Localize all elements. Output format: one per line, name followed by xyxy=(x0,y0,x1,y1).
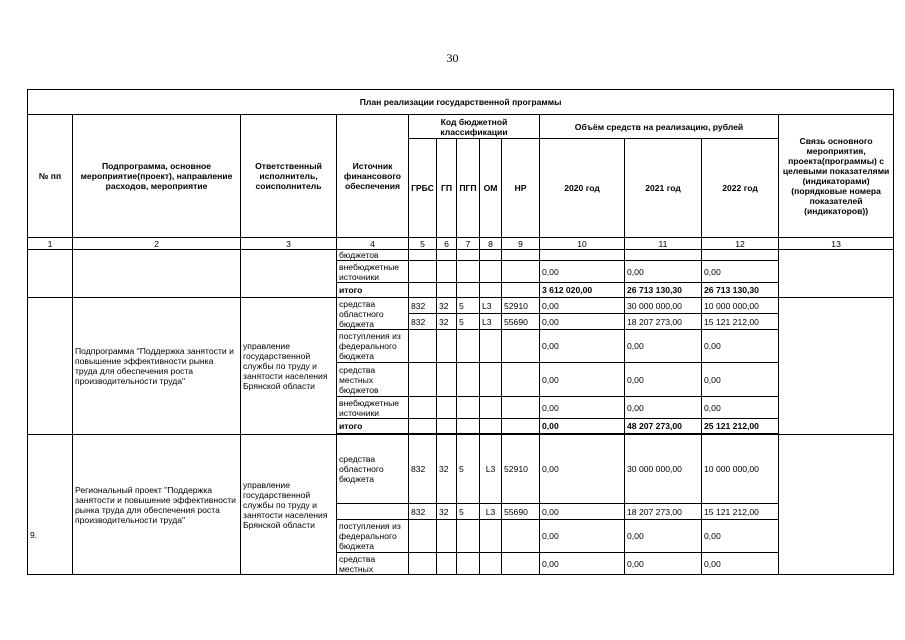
value-2022: 10 000 000,00 xyxy=(702,298,779,314)
header-pgp: ПГП xyxy=(457,139,480,238)
cell-executor xyxy=(241,250,337,298)
pgp-cell: 5 xyxy=(457,314,480,330)
source-cell: поступления из федерального бюджета xyxy=(337,330,409,363)
col-number: 7 xyxy=(457,238,480,250)
col-number: 13 xyxy=(779,238,894,250)
value-2022: 0,00 xyxy=(702,397,779,419)
table-row xyxy=(28,250,894,261)
source-cell: бюджетов xyxy=(337,250,409,261)
source-cell xyxy=(337,504,409,520)
gp-cell: 32 xyxy=(437,504,457,520)
col-number: 10 xyxy=(540,238,625,250)
header-budget-code: Код бюджетной классификации xyxy=(409,115,540,139)
value-2021: 0,00 xyxy=(625,330,702,363)
cell-link xyxy=(779,298,894,435)
value-2022: 15 121 212,00 xyxy=(702,314,779,330)
page-number: 30 xyxy=(446,51,459,65)
implementation-plan-table xyxy=(27,89,894,575)
gp-cell: 32 xyxy=(437,298,457,314)
value-2022: 0,00 xyxy=(702,553,779,575)
value-2021: 0,00 xyxy=(625,261,702,283)
header-executor: Ответственный исполнитель, соисполнитель xyxy=(241,115,337,238)
value-2020: 0,00 xyxy=(540,298,625,314)
executor-cell: управление государственной службы по труду и занятости населения Брянской области xyxy=(241,298,337,435)
source-cell: средства областного бюджета xyxy=(337,435,409,504)
col-number: 2 xyxy=(73,238,241,250)
col-number: 5 xyxy=(409,238,437,250)
value-2020: 0,00 xyxy=(540,520,625,553)
value-2020: 0,00 xyxy=(540,553,625,575)
value-2021: 18 207 273,00 xyxy=(625,504,702,520)
om-cell: L3 xyxy=(480,298,502,314)
col-number: 11 xyxy=(625,238,702,250)
nr-cell: 55690 xyxy=(502,504,540,520)
total-2020: 0,00 xyxy=(540,419,625,434)
header-grbs: ГРБС xyxy=(409,139,437,238)
header-2021: 2021 год xyxy=(625,139,702,238)
total-2020: 3 612 020,00 xyxy=(540,283,625,298)
cell-name xyxy=(73,250,241,298)
value-2020: 0,00 xyxy=(540,363,625,397)
value-2020: 0,00 xyxy=(540,504,625,520)
value-2021: 18 207 273,00 xyxy=(625,314,702,330)
grbs-cell: 832 xyxy=(409,504,437,520)
source-cell: средства местных бюджетов xyxy=(337,363,409,397)
value-2020: 0,00 xyxy=(540,435,625,504)
source-cell: внебюджетные источники xyxy=(337,261,409,283)
header-link: Связь основного мероприятия, проекта(программы) с целевыми показателями (индикаторами) (порядковые номера показателей (индикаторов)) xyxy=(779,115,894,238)
grbs-cell: 832 xyxy=(409,314,437,330)
subprogram-name: Подпрограмма "Поддержка занятости и повышение эффективности рынка труда для обеспечения роста производительности труда" xyxy=(73,298,241,435)
title-row xyxy=(28,90,894,115)
grbs-cell: 832 xyxy=(409,435,437,504)
nr-cell: 52910 xyxy=(502,298,540,314)
pgp-cell: 5 xyxy=(457,504,480,520)
source-cell: средства областного бюджета xyxy=(337,298,409,330)
om-cell: L3 xyxy=(480,435,502,504)
col-number: 8 xyxy=(480,238,502,250)
total-2021: 48 207 273,00 xyxy=(625,419,702,434)
gp-cell: 32 xyxy=(437,435,457,504)
value-2022: 15 121 212,00 xyxy=(702,504,779,520)
gp-cell: 32 xyxy=(437,314,457,330)
header-om: ОМ xyxy=(480,139,502,238)
row-number: 9. xyxy=(28,435,73,575)
value-2022: 10 000 000,00 xyxy=(702,435,779,504)
grbs-cell: 832 xyxy=(409,298,437,314)
value-2020: 0,00 xyxy=(540,330,625,363)
source-total: итого xyxy=(337,419,409,434)
header-2020: 2020 год xyxy=(540,139,625,238)
value-2022: 0,00 xyxy=(702,363,779,397)
header-gp: ГП xyxy=(437,139,457,238)
table-row xyxy=(28,435,894,504)
header-funds: Объём средств на реализацию, рублей xyxy=(540,115,779,139)
value-2022: 0,00 xyxy=(702,330,779,363)
value-2020: 0,00 xyxy=(540,261,625,283)
cell-num xyxy=(28,298,73,435)
table-row xyxy=(28,298,894,314)
value-2022: 0,00 xyxy=(702,520,779,553)
pgp-cell: 5 xyxy=(457,298,480,314)
cell-link xyxy=(779,435,894,575)
cell-link xyxy=(779,250,894,298)
value-2021: 0,00 xyxy=(625,553,702,575)
executor-cell: управление государственной службы по труду и занятости населения Брянской области xyxy=(241,435,337,575)
header-num: № пп xyxy=(28,115,73,238)
total-2021: 26 713 130,30 xyxy=(625,283,702,298)
nr-cell: 55690 xyxy=(502,314,540,330)
header-subprogram: Подпрограмма, основное мероприятие(проект), направление расходов, мероприятие xyxy=(73,115,241,238)
pgp-cell: 5 xyxy=(457,435,480,504)
value-2021: 0,00 xyxy=(625,397,702,419)
total-2022: 25 121 212,00 xyxy=(702,419,779,434)
value-2020: 0,00 xyxy=(540,397,625,419)
header-source: Источник финансового обеспечения xyxy=(337,115,409,238)
value-2021: 30 000 000,00 xyxy=(625,298,702,314)
value-2020: 0,00 xyxy=(540,314,625,330)
total-2022: 26 713 130,30 xyxy=(702,283,779,298)
col-number: 9 xyxy=(502,238,540,250)
project-name: Региональный проект "Поддержка занятости и повышение эффективности рынка труда для обеспечения роста производительности труда" xyxy=(73,435,241,575)
header-row-1 xyxy=(28,115,894,139)
column-number-row xyxy=(28,238,894,250)
value-2022: 0,00 xyxy=(702,261,779,283)
col-number: 12 xyxy=(702,238,779,250)
col-number: 1 xyxy=(28,238,73,250)
source-cell: средства местных xyxy=(337,553,409,575)
source-cell: внебюджетные источники xyxy=(337,397,409,419)
header-2022: 2022 год xyxy=(702,139,779,238)
value-2021: 0,00 xyxy=(625,363,702,397)
source-cell: поступления из федерального бюджета xyxy=(337,520,409,553)
om-cell: L3 xyxy=(480,504,502,520)
col-number: 4 xyxy=(337,238,409,250)
value-2021: 30 000 000,00 xyxy=(625,435,702,504)
nr-cell: 52910 xyxy=(502,435,540,504)
source-total: итого xyxy=(337,283,409,298)
om-cell: L3 xyxy=(480,314,502,330)
value-2021: 0,00 xyxy=(625,520,702,553)
header-nr: НР xyxy=(502,139,540,238)
cell-num xyxy=(28,250,73,298)
col-number: 3 xyxy=(241,238,337,250)
col-number: 6 xyxy=(437,238,457,250)
table-title: План реализации государственной программы xyxy=(28,90,894,115)
